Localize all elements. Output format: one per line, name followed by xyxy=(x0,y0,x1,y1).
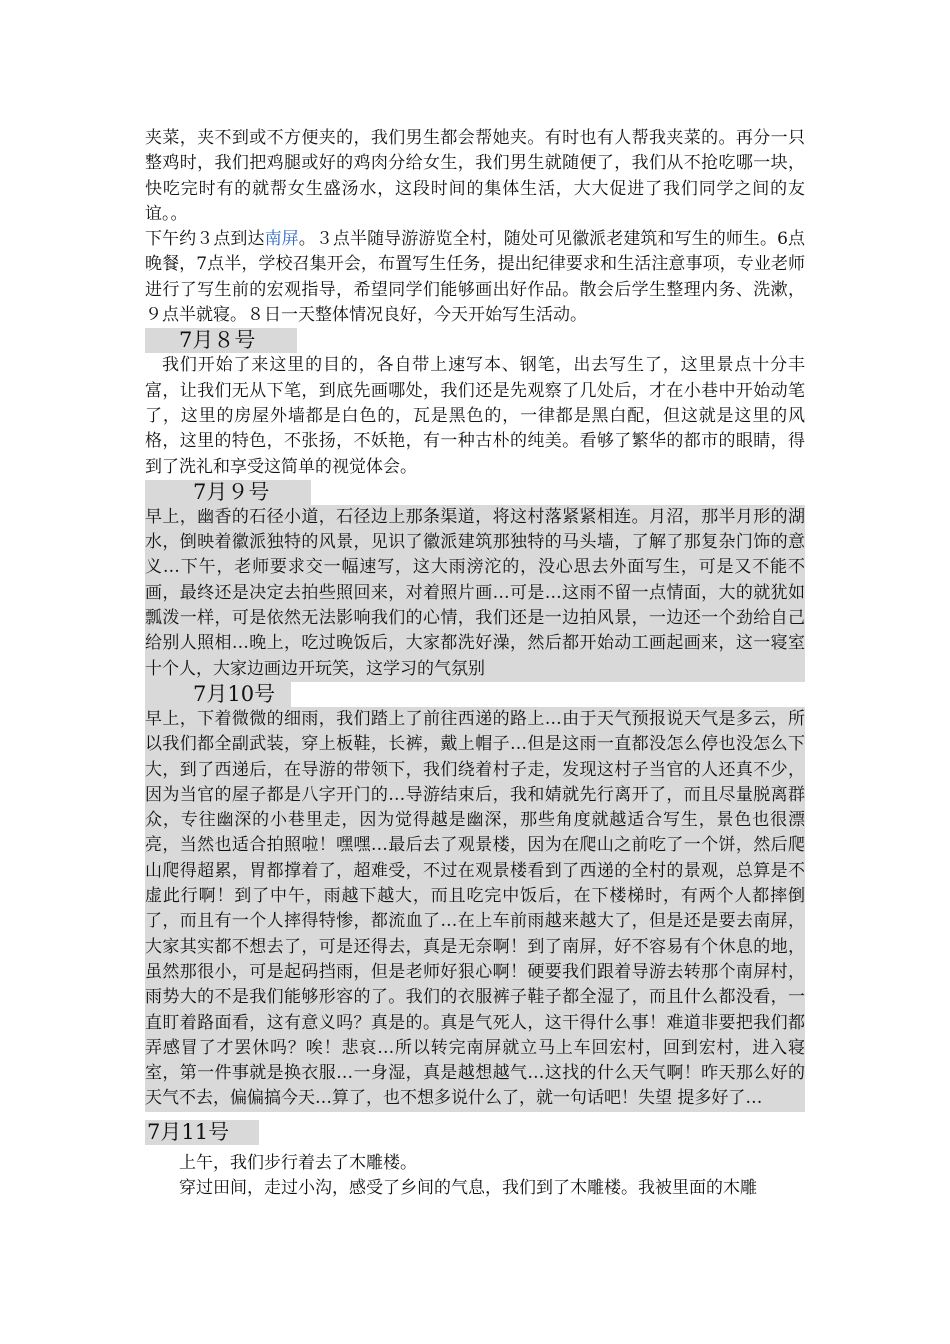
document-page xyxy=(145,126,805,1201)
paragraph-july-11-morning: 上午，我们步行着去了木雕楼。 xyxy=(179,1152,417,1173)
paragraph-july-9: 早上，幽香的石径小道，石径边上那条渠道，将这村落紧紧相连。月沼，那半月形的湖水，倒映着徽派独特的风景，见识了徽派建筑那独特的马头墙，了解了那复杂门饰的意义…下午，老师要求交一幅速写，这大雨滂沱的，没心思去外面写生，可是又不能不画，最终还是决定去拍些照回来，对着照片画…可是…这雨不留一点情面，大的就犹如瓢泼一样，可是依然无法影响我们的心情，我们还是一边拍风景，一边还一个劲给自己给别人照相…晚上，吃过晚饭后，大家都洗好澡，然后都开始动工画起画来，这一寝室十个人，大家边画边开玩笑，这学习的气氛别 xyxy=(145,505,805,682)
paragraph-july-11-woodcarving: 穿过田间，走过小沟，感受了乡间的气息，我们到了木雕楼。我被里面的木雕 xyxy=(179,1177,757,1198)
heading-july-8: 7月８号 xyxy=(145,328,297,353)
paragraph-friendship: 夹菜，夹不到或不方便夹的，我们男生都会帮她夹。有时也有人帮我夹菜的。再分一只整鸡时，我们把鸡腿或好的鸡肉分给女生，我们男生就随便了，我们从不抢吃哪一块，快吃完时有的就帮女生盛汤水，这段时间的集体生活，大大促进了我们同学之间的友谊。。 xyxy=(145,128,805,224)
paragraph-july-8: 我们开始了来这里的目的，各自带上速写本、钢笔，出去写生了，这里景点十分丰富，让我们无从下笔，到底先画哪处，我们还是先观察了几处后，才在小巷中开始动笔了，这里的房屋外墙都是白色的，瓦是黑色的，一律都是黑白配，但这就是这里的风格，这里的特色，不张扬，不妖艳，有一种古朴的纯美。看够了繁华的都市的眼睛，得到了洗礼和享受这简单的视觉体会。 xyxy=(145,355,805,477)
nanping-link[interactable]: 南屏 xyxy=(264,229,299,250)
heading-july-9: 7月９号 xyxy=(145,480,311,505)
arrival-text-after: 。３点半随导游游览全村，随处可见徽派老建筑和写生的师生。6点晚餐，7点半，学校召集开会，布置写生任务，提出纪律要求和生活注意事项，专业老师进行了写生前的宏观指导，希望同学们能够画出好作品。散会后学生整理内务、洗漱，９点半就寝。８日一天整体情况良好，今天开始写生活动。 xyxy=(145,229,806,326)
paragraph-july-10: 早上，下着微微的细雨，我们踏上了前往西递的路上…由于天气预报说天气是多云，所以我们都全副武装，穿上板鞋，长裤，戴上帽子…但是这雨一直都没怎么停也没怎么下大，到了西递后，在导游的带领下，我们绕着村子走，发现这村子当官的人还真不少，因为当官的屋子都是八字开门的…导游结束后，我和婧就先行离开了，而且尽量脱离群众，专往幽深的小巷里走，因为觉得越是幽深，那些角度就越适合写生，景色也很漂亮，当然也适合拍照啦！嘿嘿…最后去了观景楼，因为在爬山之前吃了一个饼，然后爬山爬得超累，胃都撑着了，超难受，不过在观景楼看到了西递的全村的景观，总算是不虚此行啊！到了中午，雨越下越大，而且吃完中饭后，在下楼梯时，有两个人都摔倒了，而且有一个人摔得特惨，都流血了…在上车前雨越来越大了，但是还是要去南屏，大家其实都不想去了，可是还得去，真是无奈啊！到了南屏，好不容易有个休息的地，虽然那很小，可是起码挡雨，但是老师好狠心啊！硬要我们跟着导游去转那个南屏村，雨势大的不是我们能够形容的了。我们的衣服裤子鞋子都全湿了，而且什么都没看，一直盯着路面看，这有意义吗？真是的。真是气死人，这干得什么事！难道非要把我们都弄感冒了才罢休吗？唉！悲哀…所以转完南屏就立马上车回宏村，回到宏村，进入寝室，第一件事就是换衣服…一身湿，真是越想越气…这找的什么天气啊！昨天那么好的天气不去，偏偏搞今天…算了，也不想多说什么了，就一句话吧！失望 提多好了… xyxy=(145,707,805,1112)
heading-july-11: 7月11号 xyxy=(145,1120,259,1145)
heading-july-10: 7月10号 xyxy=(145,682,291,707)
arrival-text-before: 下午约３点到达 xyxy=(145,229,265,250)
paragraph-arrival xyxy=(145,227,805,328)
